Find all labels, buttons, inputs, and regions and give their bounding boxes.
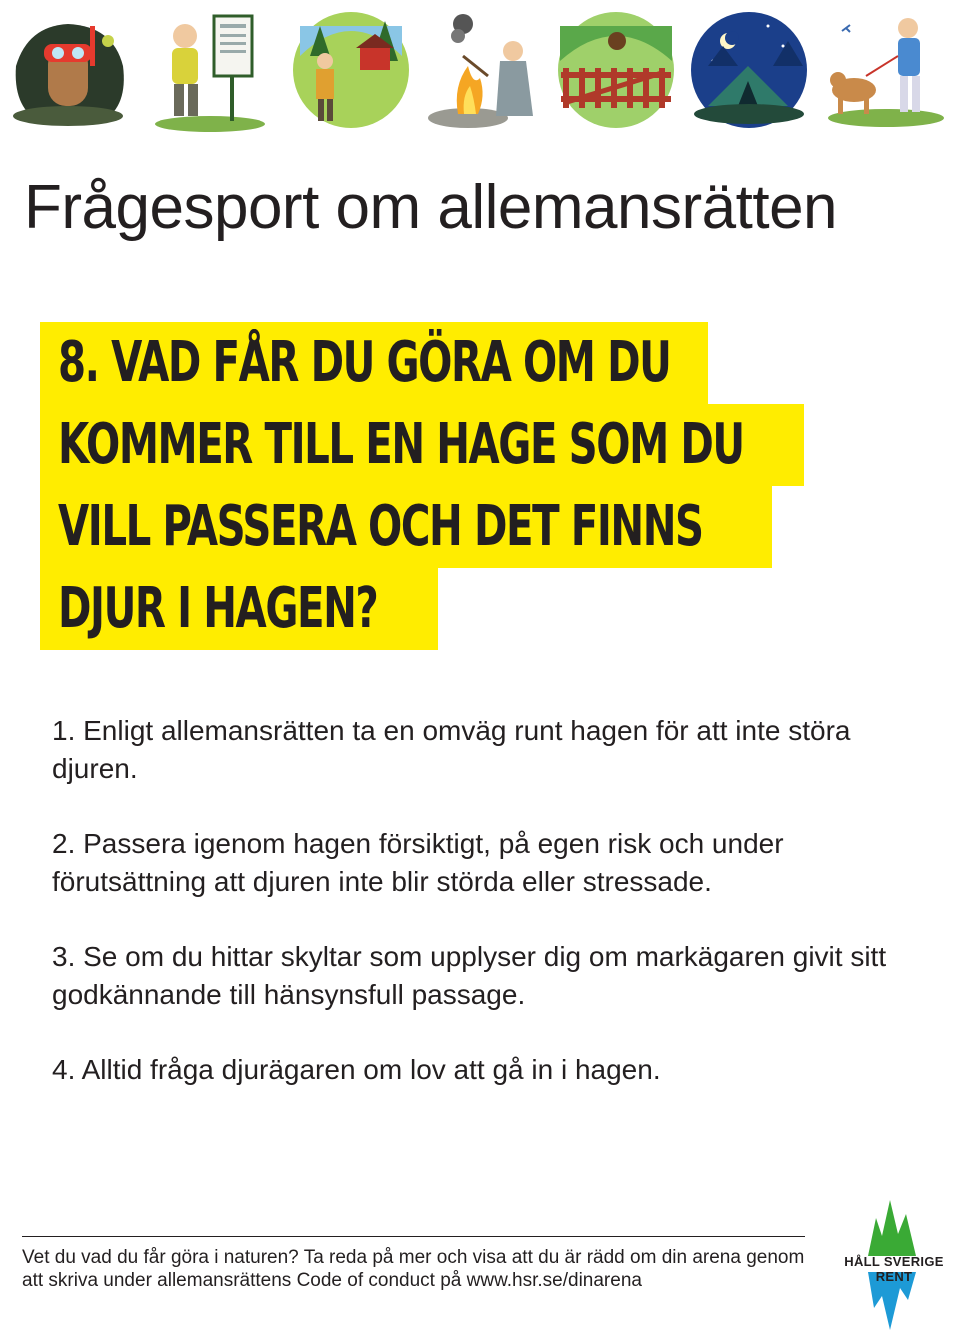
question-line-text: KOMMER TILL EN HAGE SOM DU xyxy=(58,412,744,477)
footer-divider xyxy=(22,1236,805,1237)
page-title: Frågesport om allemansrätten xyxy=(24,173,838,242)
hall-sverige-rent-logo xyxy=(828,1196,960,1332)
snorkel-diver-icon xyxy=(8,6,130,134)
footer-line-2[interactable]: att skriva under allemansrättens Code of conduct på www.hsr.se/dinarena xyxy=(22,1270,642,1291)
answer-option-2[interactable]: 2. Passera igenom hagen försiktigt, på egen risk och under förutsättning att djuren inte blir störda eller stressade. xyxy=(52,828,784,897)
footer-line-1: Vet du vad du får göra i naturen? Ta reda på mer och visa att du är rädd om din arena genom xyxy=(22,1247,805,1268)
question-line xyxy=(40,322,708,404)
logo-text: HÅLL SVERIGE RENT xyxy=(844,1254,944,1284)
gate-icon xyxy=(555,6,677,134)
question-line-text: DJUR I HAGEN? xyxy=(58,576,378,641)
answer-option-1[interactable]: 1. Enligt allemansrätten ta en omväg runt hagen för att inte störa djuren. xyxy=(52,715,851,784)
question-line xyxy=(40,404,804,486)
question-line xyxy=(40,486,772,568)
hikers-cottage-icon xyxy=(290,6,412,134)
illustration-strip xyxy=(0,0,960,140)
question-line-text: VILL PASSERA OCH DET FINNS xyxy=(58,494,703,559)
tent-night-icon xyxy=(688,6,810,134)
answer-list xyxy=(52,712,912,1126)
footer-text xyxy=(22,1246,822,1292)
answer-option-4[interactable]: 4. Alltid fråga djurägaren om lov att gå in i hagen. xyxy=(52,1054,661,1085)
campfire-icon xyxy=(418,6,540,134)
answer-option-3[interactable]: 3. Se om du hittar skyltar som upplyser dig om markägaren givit sitt godkännande till hänsynsfull passage. xyxy=(52,941,887,1010)
hiker-with-sign-icon xyxy=(150,6,272,134)
question-line-text: 8. VAD FÅR DU GÖRA OM DU xyxy=(58,330,671,395)
question-line xyxy=(40,568,438,650)
dog-walker-icon xyxy=(826,6,948,134)
